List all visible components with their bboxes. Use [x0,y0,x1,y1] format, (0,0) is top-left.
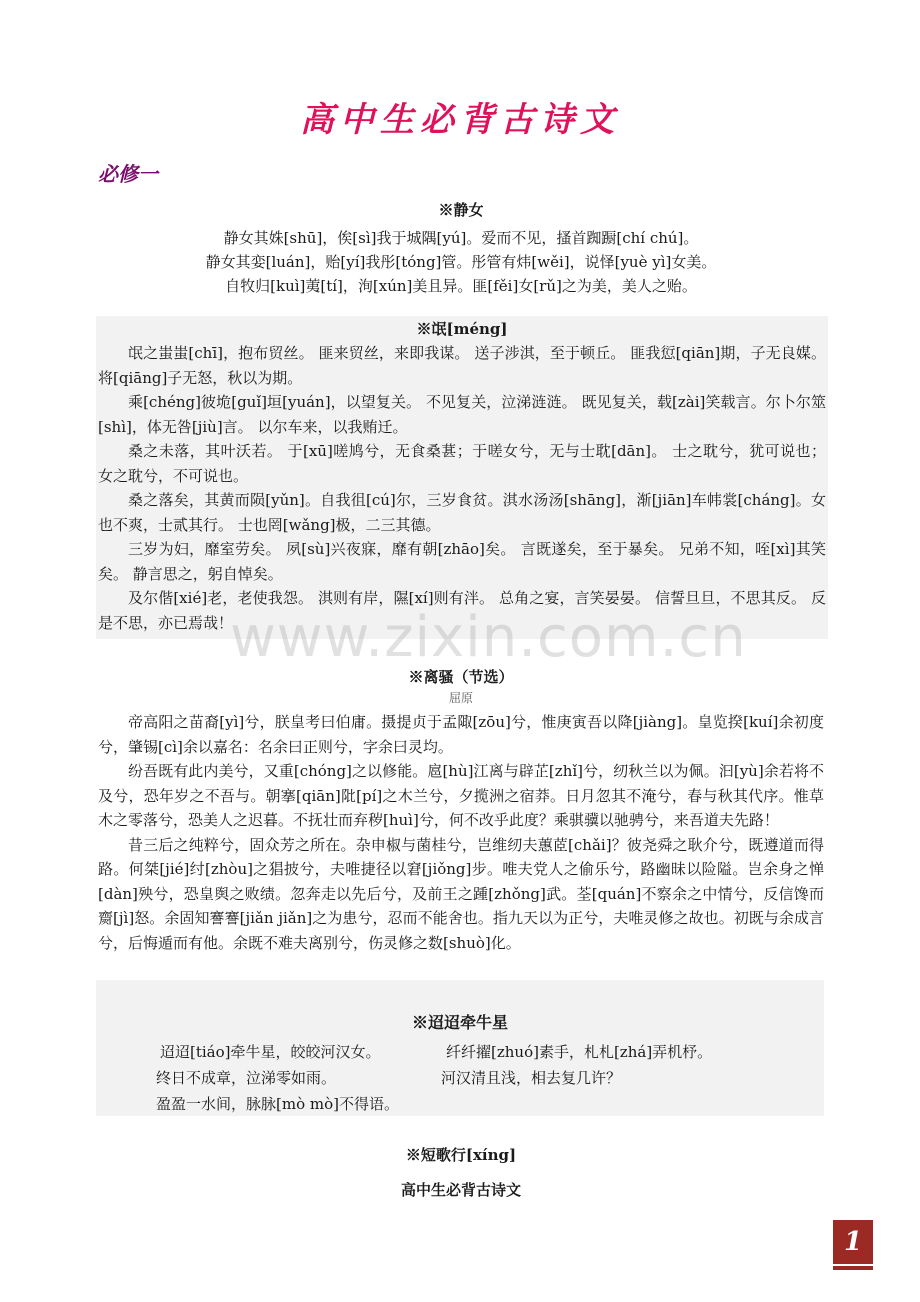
poem-paragraph: 纷吾既有此内美兮，又重[chóng]之以修能。扈[hù]江离与辟芷[zhǐ]兮，纫秋兰以为佩。汩[yù]余若将不及兮，恐年岁之不吾与。朝搴[qiān]阰[pí]之木兰兮，夕揽洲之宿莽。日月忽其不淹兮，春与秋其代序。惟草木之零落兮，恐美人之迟暮。不抚壮而弃秽[huì]兮，何不改乎此度？乘骐骥以驰骋兮，来吾道夫先路！ [98,762,824,829]
footer-title: 高中生必背古诗文 [400,1181,521,1199]
poem-paragraph: 昔三后之纯粹兮，固众芳之所在。杂申椒与菌桂兮，岂维纫夫蕙茝[chǎi]？彼尧舜之耿介兮，既遵道而得路。何桀[jié]纣[zhòu]之猖披兮，夫唯捷径以窘[jiǒng]步。唯夫党人之偷乐兮，路幽昧以险隘。岂余身之惮[dàn]殃兮，恐皇舆之败绩。忽奔走以先后兮，及前王之踵[zhǒng]武。荃[quán]不察余之中情兮，反信馋而齌[jì]怒。余固知謇謇[jiǎn jiǎn]之为患兮，忍而不能舍也。指九天以为正兮，夫唯灵修之故也。初既与余成言兮，后悔遁而有他。余既不难夫离别兮，伤灵修之数[shuò]化。 [98,835,824,952]
poem-paragraph: 桑之落矣，其黄而陨[yǔn]。自我徂[cú]尔，三岁食贫。淇水汤汤[shāng]，渐[jiān]车帏裳[cháng]。女也不爽，士贰其行。 士也罔[wǎng]极，二三其德。 [98,491,826,534]
poem-line: 静女其娈[luán]，贻[yí]我彤[tóng]管。彤管有炜[wěi]，说怿[yuè yì]女美。 [205,253,717,271]
page-number-underline [833,1266,873,1270]
poem-duangexing [98,1144,824,1165]
page-title: 高中生必背古诗文 [300,100,620,140]
poem-paragraph: 桑之未落，其叶沃若。 于[xū]嗟鸠兮，无食桑葚；于嗟女兮，无与士耽[dān]。 士之耽兮，犹可说也； 女之耽兮，不可说也。 [98,442,826,485]
poem-half-line: 盈盈一水间，脉脉[mò mò]不得语。 [156,1095,399,1113]
poem-line: 自牧归[kuì]荑[tí]，洵[xún]美且异。匪[fěi]女[rǔ]之为美，美人之贻。 [225,277,697,295]
page-footer [98,1179,824,1200]
poem-paragraph: 帝高阳之苗裔[yì]兮，朕皇考曰伯庸。摄提贞于孟陬[zōu]兮，惟庚寅吾以降[jiàng]。皇览揆[kuí]余初度兮，肇锡[cì]余以嘉名：名余曰正则兮，字余曰灵均。 [98,713,824,756]
poem-title: ※短歌行[xíng] [405,1146,517,1164]
poem-jingnv [98,198,824,298]
poem-line [96,1093,824,1119]
poem-line [96,1041,824,1067]
poem-tiaotiao [96,980,824,1116]
section-label: 必修一 [98,162,158,186]
poem-title: ※氓[méng] [416,320,508,338]
poem-author: 屈原 [448,691,473,705]
poem-paragraph: 三岁为妇，靡室劳矣。 夙[sù]兴夜寐，靡有朝[zhāo]矣。 言既遂矣，至于暴矣。 兄弟不知，咥[xì]其笑矣。 静言思之，躬自悼矣。 [98,540,826,583]
poem-half-line: 迢迢[tiáo]牵牛星，皎皎河汉女。 [160,1043,381,1061]
poem-half-line: 河汉清且浅，相去复几许？ [441,1069,622,1087]
page-number-badge: 1 [833,1220,873,1264]
poem-half-line: 纤纤擢[zhuó]素手，札札[zhá]弄机杼。 [446,1043,713,1061]
poem-lisao [98,666,824,955]
poem-paragraph: 及尔偕[xié]老，老使我怨。 淇则有岸，隰[xí]则有泮。 总角之宴，言笑晏晏。 信誓旦旦，不思其反。 反是不思，亦已焉哉！ [98,589,826,632]
poem-half-line: 终日不成章，泣涕零如雨。 [156,1069,337,1087]
poem-paragraph: 乘[chéng]彼垝[guǐ]垣[yuán]，以望复关。 不见复关，泣涕涟涟。 既见复关，载[zài]笑载言。尔卜尔筮[shì]，体无咎[jiù]言。 以尔车来，以我贿迁。 [98,393,826,436]
poem-title: ※静女 [438,201,484,219]
poem-paragraph: 氓之蚩蚩[chī]，抱布贸丝。 匪来贸丝，来即我谋。 送子涉淇，至于顿丘。 匪我愆[qiān]期，子无良媒。 将[qiāng]子无怒，秋以为期。 [98,344,826,387]
poem-title: ※迢迢牵牛星 [411,1013,508,1032]
poem-line: 静女其姝[shū]，俟[sì]我于城隅[yú]。爱而不见，搔首踟蹰[chí chú]。 [223,229,699,247]
poem-title: ※离骚（节选） [408,668,514,686]
poem-line [96,1067,824,1093]
poem-meng [96,316,828,639]
watermark: www.zixin.com.cn [230,605,747,670]
